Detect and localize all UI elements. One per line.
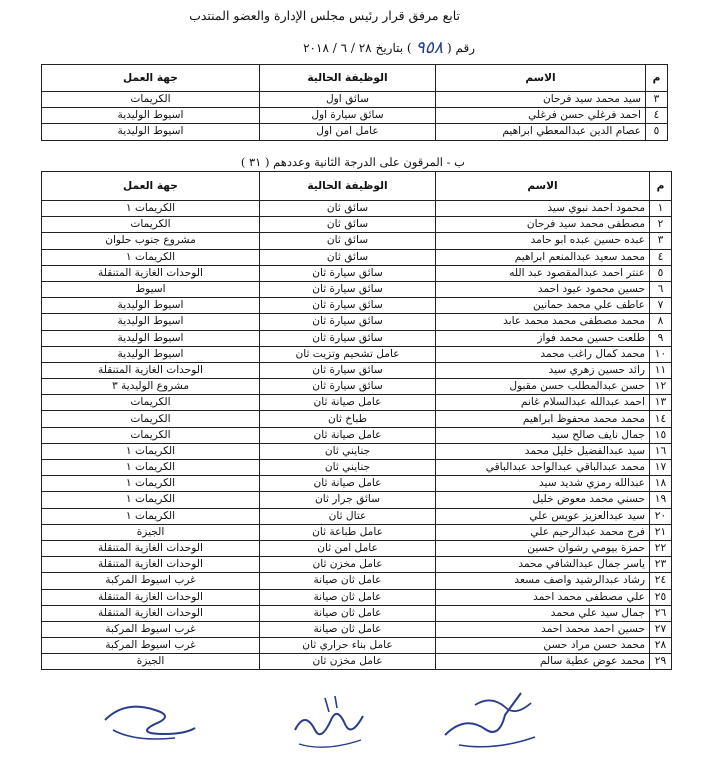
table-row — [42, 92, 668, 108]
table-row — [42, 573, 672, 589]
table-row — [42, 492, 672, 508]
row-workplace: الوحدات الغازية المتنقلة — [42, 589, 260, 605]
row-job: عتال ثان — [260, 508, 436, 524]
row-job: جنايني ثان — [260, 443, 436, 459]
table-row — [42, 589, 672, 605]
row-number: ٢٥ — [650, 589, 672, 605]
table-row — [42, 395, 672, 411]
row-job: سائق ثان — [260, 233, 436, 249]
row-workplace: الجيزة — [42, 524, 260, 540]
table-row — [42, 443, 672, 459]
row-name: جمال نايف صالح سيد — [436, 427, 650, 443]
row-number: ٥ — [650, 265, 672, 281]
table-row — [42, 362, 672, 378]
table-row — [42, 330, 672, 346]
row-number: ٣ — [650, 233, 672, 249]
row-job: سائق سيارة ثان — [260, 379, 436, 395]
row-job: عامل طباعة ثان — [260, 524, 436, 540]
table-row — [42, 249, 672, 265]
row-number: ٩ — [650, 330, 672, 346]
row-workplace: الوحدات الغازية المتنقلة — [42, 265, 260, 281]
table-row — [42, 201, 672, 217]
row-number: ٣ — [646, 92, 668, 108]
row-number: ١٨ — [650, 476, 672, 492]
table-row — [42, 605, 672, 621]
table-row — [42, 427, 672, 443]
row-name: محمد مصطفى محمد محمد عابد — [436, 314, 650, 330]
row-number: ١١ — [650, 362, 672, 378]
employees-table-second — [41, 171, 672, 670]
row-name: حسين احمد محمد احمد — [436, 621, 650, 637]
row-workplace: اسيوط الوليدية — [42, 108, 260, 124]
table-header-row — [42, 65, 668, 92]
row-number: ١٢ — [650, 379, 672, 395]
row-number: ١٠ — [650, 346, 672, 362]
table-row — [42, 265, 672, 281]
signature-left — [95, 690, 205, 750]
row-job: سائق جرار ثان — [260, 492, 436, 508]
signature-right — [435, 685, 545, 755]
row-name: حمزة بيومي رشوان حسين — [436, 540, 650, 556]
row-job: جنايني ثان — [260, 460, 436, 476]
row-workplace: الوحدات الغازية المتنقلة — [42, 362, 260, 378]
row-number: ٢٢ — [650, 540, 672, 556]
table-row — [42, 346, 672, 362]
decree-date-value: ٢٨ / ٦ / ٢٠١٨ — [303, 41, 372, 55]
row-name: احمد فرغلي حسن فرغلي — [436, 108, 646, 124]
row-number: ٢٦ — [650, 605, 672, 621]
row-workplace: الوحدات الغازية المتنقلة — [42, 540, 260, 556]
row-workplace: الكريمات — [42, 217, 260, 233]
row-job: سائق ثان — [260, 217, 436, 233]
row-number: ١٣ — [650, 395, 672, 411]
row-number: ٢ — [650, 217, 672, 233]
row-name: عاطف علي محمد حمانين — [436, 298, 650, 314]
column-header-job: الوظيفة الحالية — [260, 65, 436, 92]
row-name: طلعت حسين محمد فواز — [436, 330, 650, 346]
table-row — [42, 524, 672, 540]
decree-number-value: ٩٥٨ — [415, 38, 443, 58]
row-number: ٢٣ — [650, 557, 672, 573]
row-number: ٢٠ — [650, 508, 672, 524]
row-number: ١٧ — [650, 460, 672, 476]
table-row — [42, 411, 672, 427]
row-number: ٢٩ — [650, 654, 672, 670]
row-name: سيد عبدالفضيل خليل محمد — [436, 443, 650, 459]
column-header-place: جهة العمل — [42, 65, 260, 92]
row-workplace: الجيزة — [42, 654, 260, 670]
table-row — [42, 638, 672, 654]
row-workplace: غرب اسيوط المركبة — [42, 573, 260, 589]
row-workplace: الكريمات ١ — [42, 460, 260, 476]
row-job: عامل امن ثان — [260, 540, 436, 556]
row-name: محمد حسن مراد حسن — [436, 638, 650, 654]
row-workplace: اسيوط الوليدية — [42, 346, 260, 362]
row-name: علي مصطفى محمد احمد — [436, 589, 650, 605]
table-row — [42, 281, 672, 297]
row-name: محمد كمال راغب محمد — [436, 346, 650, 362]
row-workplace: الكريمات ١ — [42, 492, 260, 508]
table-row — [42, 108, 668, 124]
row-workplace: اسيوط الوليدية — [42, 330, 260, 346]
row-workplace: اسيوط الوليدية — [42, 124, 260, 140]
signature-middle — [285, 690, 375, 760]
row-workplace: الوحدات الغازية المتنقلة — [42, 605, 260, 621]
row-workplace: غرب اسيوط المركبة — [42, 638, 260, 654]
row-name: محمد سعيد عبدالمنعم ابراهيم — [436, 249, 650, 265]
row-job: سائق ثان — [260, 201, 436, 217]
row-workplace: مشروع الوليدية ٣ — [42, 379, 260, 395]
row-workplace: الكريمات — [42, 411, 260, 427]
row-job: عامل بناء حراري ثان — [260, 638, 436, 654]
row-job: عامل ثان صيانة — [260, 589, 436, 605]
row-name: حسني محمد معوض خليل — [436, 492, 650, 508]
row-workplace: الكريمات — [42, 92, 260, 108]
table-row — [42, 540, 672, 556]
employees-table-first — [41, 64, 668, 141]
row-name: عبده حسين عبده ابو حامد — [436, 233, 650, 249]
table-row — [42, 557, 672, 573]
row-job: سائق سيارة ثان — [260, 298, 436, 314]
table-row — [42, 314, 672, 330]
row-name: فرج محمد عبدالرحيم علي — [436, 524, 650, 540]
column-header-place: جهة العمل — [42, 172, 260, 201]
table-row — [42, 233, 672, 249]
row-job: عامل ثان صيانة — [260, 605, 436, 621]
row-name: رائد حسين زهري سيد — [436, 362, 650, 378]
column-header-num: م — [650, 172, 672, 201]
table-row — [42, 476, 672, 492]
row-name: حسن عبدالمطلب حسن مقبول — [436, 379, 650, 395]
row-number: ١٩ — [650, 492, 672, 508]
row-job: سائق سيارة اول — [260, 108, 436, 124]
row-job: سائق اول — [260, 92, 436, 108]
row-name: عصام الدين عبدالمعطي ابراهيم — [436, 124, 646, 140]
row-job: سائق سيارة ثان — [260, 362, 436, 378]
row-job: عامل صيانة ثان — [260, 427, 436, 443]
table-row — [42, 621, 672, 637]
row-name: سيد محمد سيد فرحان — [436, 92, 646, 108]
row-workplace: الكريمات — [42, 395, 260, 411]
document-heading: تابع مرفق قرار رئيس مجلس الإدارة والعضو المنتدب — [189, 8, 460, 23]
table-row — [42, 654, 672, 670]
row-name: حسين محمود عيود احمد — [436, 281, 650, 297]
column-header-job: الوظيفة الحالية — [260, 172, 436, 201]
row-number: ٥ — [646, 124, 668, 140]
row-name: مصطفى محمد سيد فرحان — [436, 217, 650, 233]
row-workplace: مشروع جنوب حلوان — [42, 233, 260, 249]
row-number: ٤ — [650, 249, 672, 265]
row-workplace: الكريمات ١ — [42, 201, 260, 217]
row-job: عامل مخزن ثان — [260, 557, 436, 573]
row-number: ١ — [650, 201, 672, 217]
row-workplace: اسيوط الوليدية — [42, 314, 260, 330]
row-name: محمد عوض عطية سالم — [436, 654, 650, 670]
row-name: سيد عبدالعزيز عويس علي — [436, 508, 650, 524]
row-number: ١٦ — [650, 443, 672, 459]
row-workplace: الوحدات الغازية المتنقلة — [42, 557, 260, 573]
row-name: جمال سيد علي محمد — [436, 605, 650, 621]
row-workplace: الكريمات ١ — [42, 476, 260, 492]
row-number: ٦ — [650, 281, 672, 297]
row-number: ٢١ — [650, 524, 672, 540]
row-workplace: الكريمات ١ — [42, 249, 260, 265]
row-name: ياسر جمال عبدالشافي محمد — [436, 557, 650, 573]
table-row — [42, 217, 672, 233]
row-job: سائق سيارة ثان — [260, 330, 436, 346]
row-number: ١٥ — [650, 427, 672, 443]
row-workplace: الكريمات ١ — [42, 443, 260, 459]
table-row — [42, 508, 672, 524]
row-job: سائق سيارة ثان — [260, 281, 436, 297]
row-name: عنتر احمد عبدالمقصود عبد الله — [436, 265, 650, 281]
row-job: عامل امن اول — [260, 124, 436, 140]
row-number: ١٤ — [650, 411, 672, 427]
row-workplace: غرب اسيوط المركبة — [42, 621, 260, 637]
row-job: عامل ثان صيانة — [260, 573, 436, 589]
section-b-title: ب - المرقون على الدرجة الثانية وعددهم ( ٣١ ) — [240, 155, 465, 169]
row-name: احمد عبدالله عبدالسلام غانم — [436, 395, 650, 411]
row-number: ٢٨ — [650, 638, 672, 654]
table-row — [42, 298, 672, 314]
row-number: ٢٧ — [650, 621, 672, 637]
row-number: ٧ — [650, 298, 672, 314]
row-workplace: الكريمات — [42, 427, 260, 443]
row-name: رشاد عبدالرشيد واصف مسعد — [436, 573, 650, 589]
row-workplace: اسيوط الوليدية — [42, 298, 260, 314]
column-header-name: الاسم — [436, 172, 650, 201]
row-job: طباخ ثان — [260, 411, 436, 427]
row-job: عامل مخزن ثان — [260, 654, 436, 670]
row-job: سائق سيارة ثان — [260, 265, 436, 281]
decree-date-label: ) بتاريخ — [375, 41, 412, 55]
row-number: ٤ — [646, 108, 668, 124]
row-job: عامل ثان صيانة — [260, 621, 436, 637]
column-header-num: م — [646, 65, 668, 92]
column-header-name: الاسم — [436, 65, 646, 92]
row-name: محمد عبدالباقي عبدالواحد عبدالباقي — [436, 460, 650, 476]
row-name: عبدالله رمزي شديد سيد — [436, 476, 650, 492]
row-name: محمد محمد محفوظ ابراهيم — [436, 411, 650, 427]
decree-number-label: رقم ( — [446, 41, 475, 55]
row-number: ٢٤ — [650, 573, 672, 589]
row-job: سائق سيارة ثان — [260, 314, 436, 330]
row-workplace: الكريمات ١ — [42, 508, 260, 524]
table-row — [42, 379, 672, 395]
row-job: عامل تشحيم وتزيت ثان — [260, 346, 436, 362]
row-number: ٨ — [650, 314, 672, 330]
table-row — [42, 460, 672, 476]
row-job: عامل صيانة ثان — [260, 395, 436, 411]
table-header-row — [42, 172, 672, 201]
row-job: سائق ثان — [260, 249, 436, 265]
table-row — [42, 124, 668, 140]
row-name: محمود احمد نبوي سيد — [436, 201, 650, 217]
decree-number-line — [303, 38, 475, 58]
row-job: عامل صيانة ثان — [260, 476, 436, 492]
row-workplace: اسيوط — [42, 281, 260, 297]
